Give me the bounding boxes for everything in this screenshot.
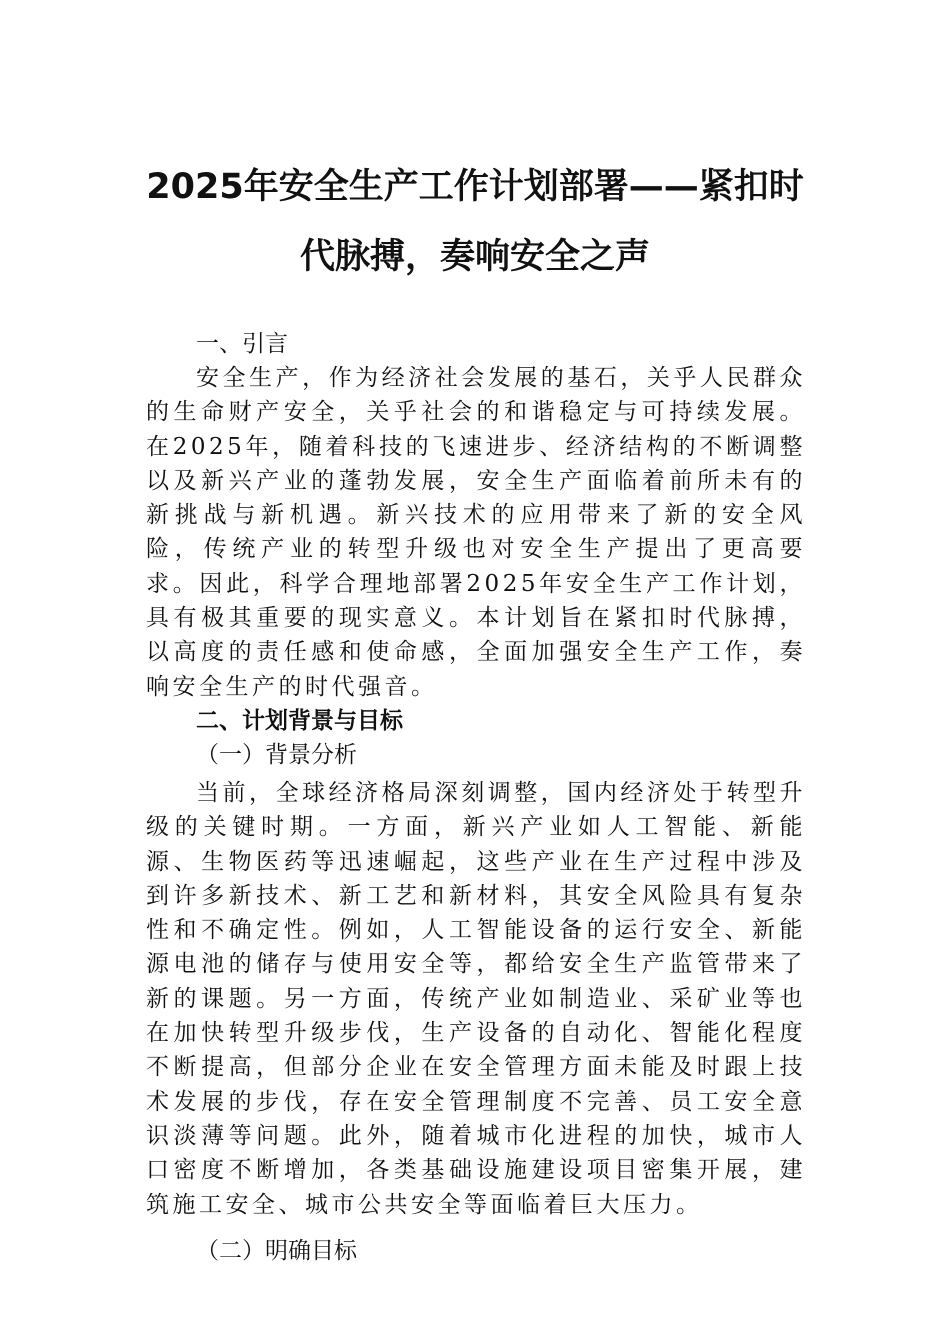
paragraph-background-analysis: 当前，全球经济格局深刻调整，国内经济处于转型升级的关键时期。一方面，新兴产业如人工智能、新能源、生物医药等迅速崛起，这些产业在生产过程中涉及到许多新技术、新工艺和新材料，其安全风险具有复杂性和不确定性。例如，人工智能设备的运行安全、新能源电池的储存与使用安全等，都给安全生产监管带来了新的课题。另一方面，传统产业如制造业、采矿业等也在加快转型升级步伐，生产设备的自动化、智能化程度不断提高，但部分企业在安全管理方面未能及时跟上技术发展的步伐，存在安全管理制度不完善、员工安全意识淡薄等问题。此外，随着城市化进程的加快，城市人口密度不断增加，各类基础设施建设项目密集开展，建筑施工安全、城市公共安全等面临着巨大压力。: [146, 779, 806, 1218]
section-heading-introduction: 一、引言: [196, 331, 288, 357]
spacer: [146, 1222, 806, 1234]
title-line-2: 代脉搏，奏响安全之声: [299, 237, 650, 277]
paragraph-introduction: 安全生产，作为经济社会发展的基石，关乎人民群众的生命财产安全，关乎社会的和谐稳定与可持续发展。在2025年，随着科技的飞速进步、经济结构的不断调整以及新兴产业的蓬勃发展，安全生产面临着前所未有的新挑战与新机遇。新兴技术的应用带来了新的安全风险，传统产业的转型升级也对安全生产提出了更高要求。因此，科学合理地部署2025年安全生产工作计划，具有极其重要的现实意义。本计划旨在紧扣时代脉搏，以高度的责任感和使命感，全面加强安全生产工作，奏响安全生产的时代强音。: [146, 365, 806, 700]
section-heading-background-goals: 二、计划背景与目标: [196, 707, 403, 734]
subsection-heading-background-analysis: （一）背景分析: [196, 741, 357, 768]
subsection-heading-clear-goals: （二）明确目标: [196, 1237, 357, 1264]
title-line-1: 2025年安全生产工作计划部署——紧扣时: [146, 167, 804, 207]
document-body: [146, 327, 806, 1268]
document-title: [140, 152, 810, 292]
